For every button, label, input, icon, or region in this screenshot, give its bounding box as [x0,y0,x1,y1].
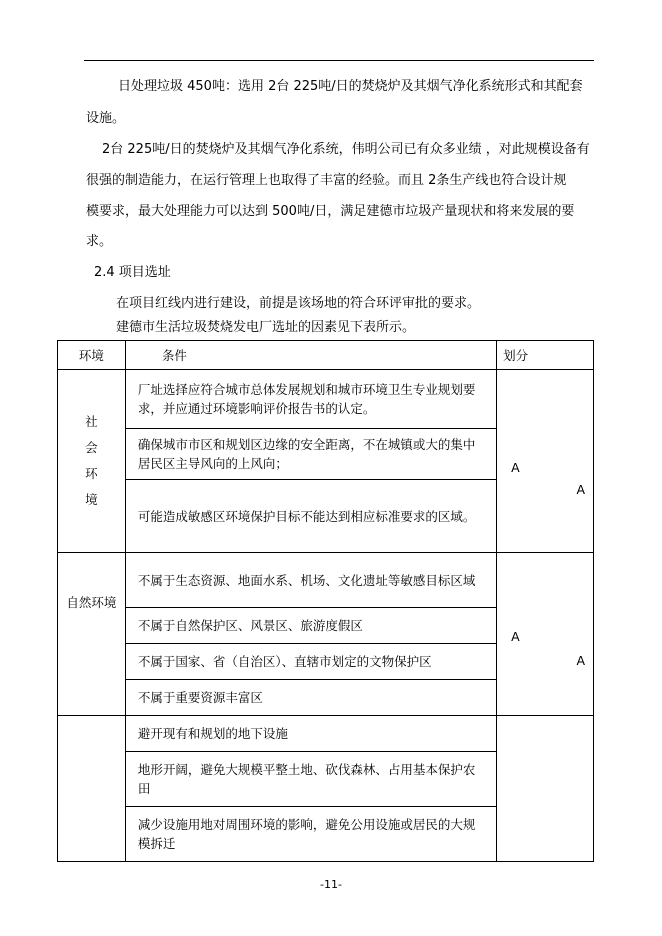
condition-cell: 不属于生态资源、地面水系、机场、文化遗址等敏感目标区域 [125,553,496,608]
rating-value: A [576,653,585,668]
condition-cell: 减少设施用地对周围环境的影响，避免公用设施或居民的大规模拆迁 [125,807,496,862]
condition-cell: 地形开阔，避免大规模平整土地、砍伐森林、占用基本保护农田 [125,752,496,807]
rating-value: A [511,629,520,644]
header-condition: 条件 [125,341,496,370]
table-row [58,716,594,752]
rating-social [497,370,594,553]
paragraph-line: 2台 225吨/日的焚烧炉及其烟气净化系统，伟明公司已有众多业绩 ，对此规模设备有 [102,142,590,157]
condition-cell: 不属于国家、省（自治区）、直辖市划定的文物保护区 [125,644,496,680]
paragraph-line: 很强的制造能力，在运行管理上也取得了丰富的经验。而且 2条生产线也符合设计规 [86,173,567,188]
condition-cell: 不属于重要资源丰富区 [125,680,496,716]
rating-natural [497,553,594,716]
section-heading: 2.4 项目选址 [94,265,171,280]
rating-value: A [576,482,585,497]
header-rating: 划分 [497,341,594,370]
paragraph-line: 模要求，最大处理能力可以达到 500吨/日，满足建德市垃圾产量现状和将来发展的要 [86,204,575,219]
intro-line: 建德市生活垃圾焚烧发电厂选址的因素见下表所示。 [116,320,416,335]
table-header-row [58,341,594,370]
condition-cell: 不属于自然保护区、风景区、旅游度假区 [125,608,496,644]
table-row [58,553,594,608]
condition-cell: 确保城市市区和规划区边缘的安全距离，不在城镇或大的集中居民区主导风向的上风向； [125,429,496,480]
header-env: 环境 [58,341,126,370]
page-number: -11- [320,878,342,891]
rating-value: A [511,460,520,475]
paragraph-line: 日处理垃圾 450吨：选用 2台 225吨/日的焚烧炉及其烟气净化系统形式和其配套 [118,79,583,94]
paragraph-line: 求。 [86,234,113,249]
condition-cell: 厂址选择应符合城市总体发展规划和城市环境卫生专业规划要求，并应通过环境影响评价报告书的认定。 [125,370,496,429]
intro-line: 在项目红线内进行建设，前提是该场地的符合环评审批的要求。 [116,296,481,311]
condition-cell: 避开现有和规划的地下设施 [125,716,496,752]
table-row [58,370,594,429]
env-natural: 自然环境 [58,553,126,716]
env-other [58,716,126,862]
condition-cell: 可能造成敏感区环境保护目标不能达到相应标准要求的区域。 [125,480,496,553]
site-selection-table [57,340,594,862]
paragraph-line: 设施。 [86,111,126,126]
header-rule [84,60,594,61]
env-social: 社 会 环 境 [58,370,126,553]
rating-other [497,716,594,862]
